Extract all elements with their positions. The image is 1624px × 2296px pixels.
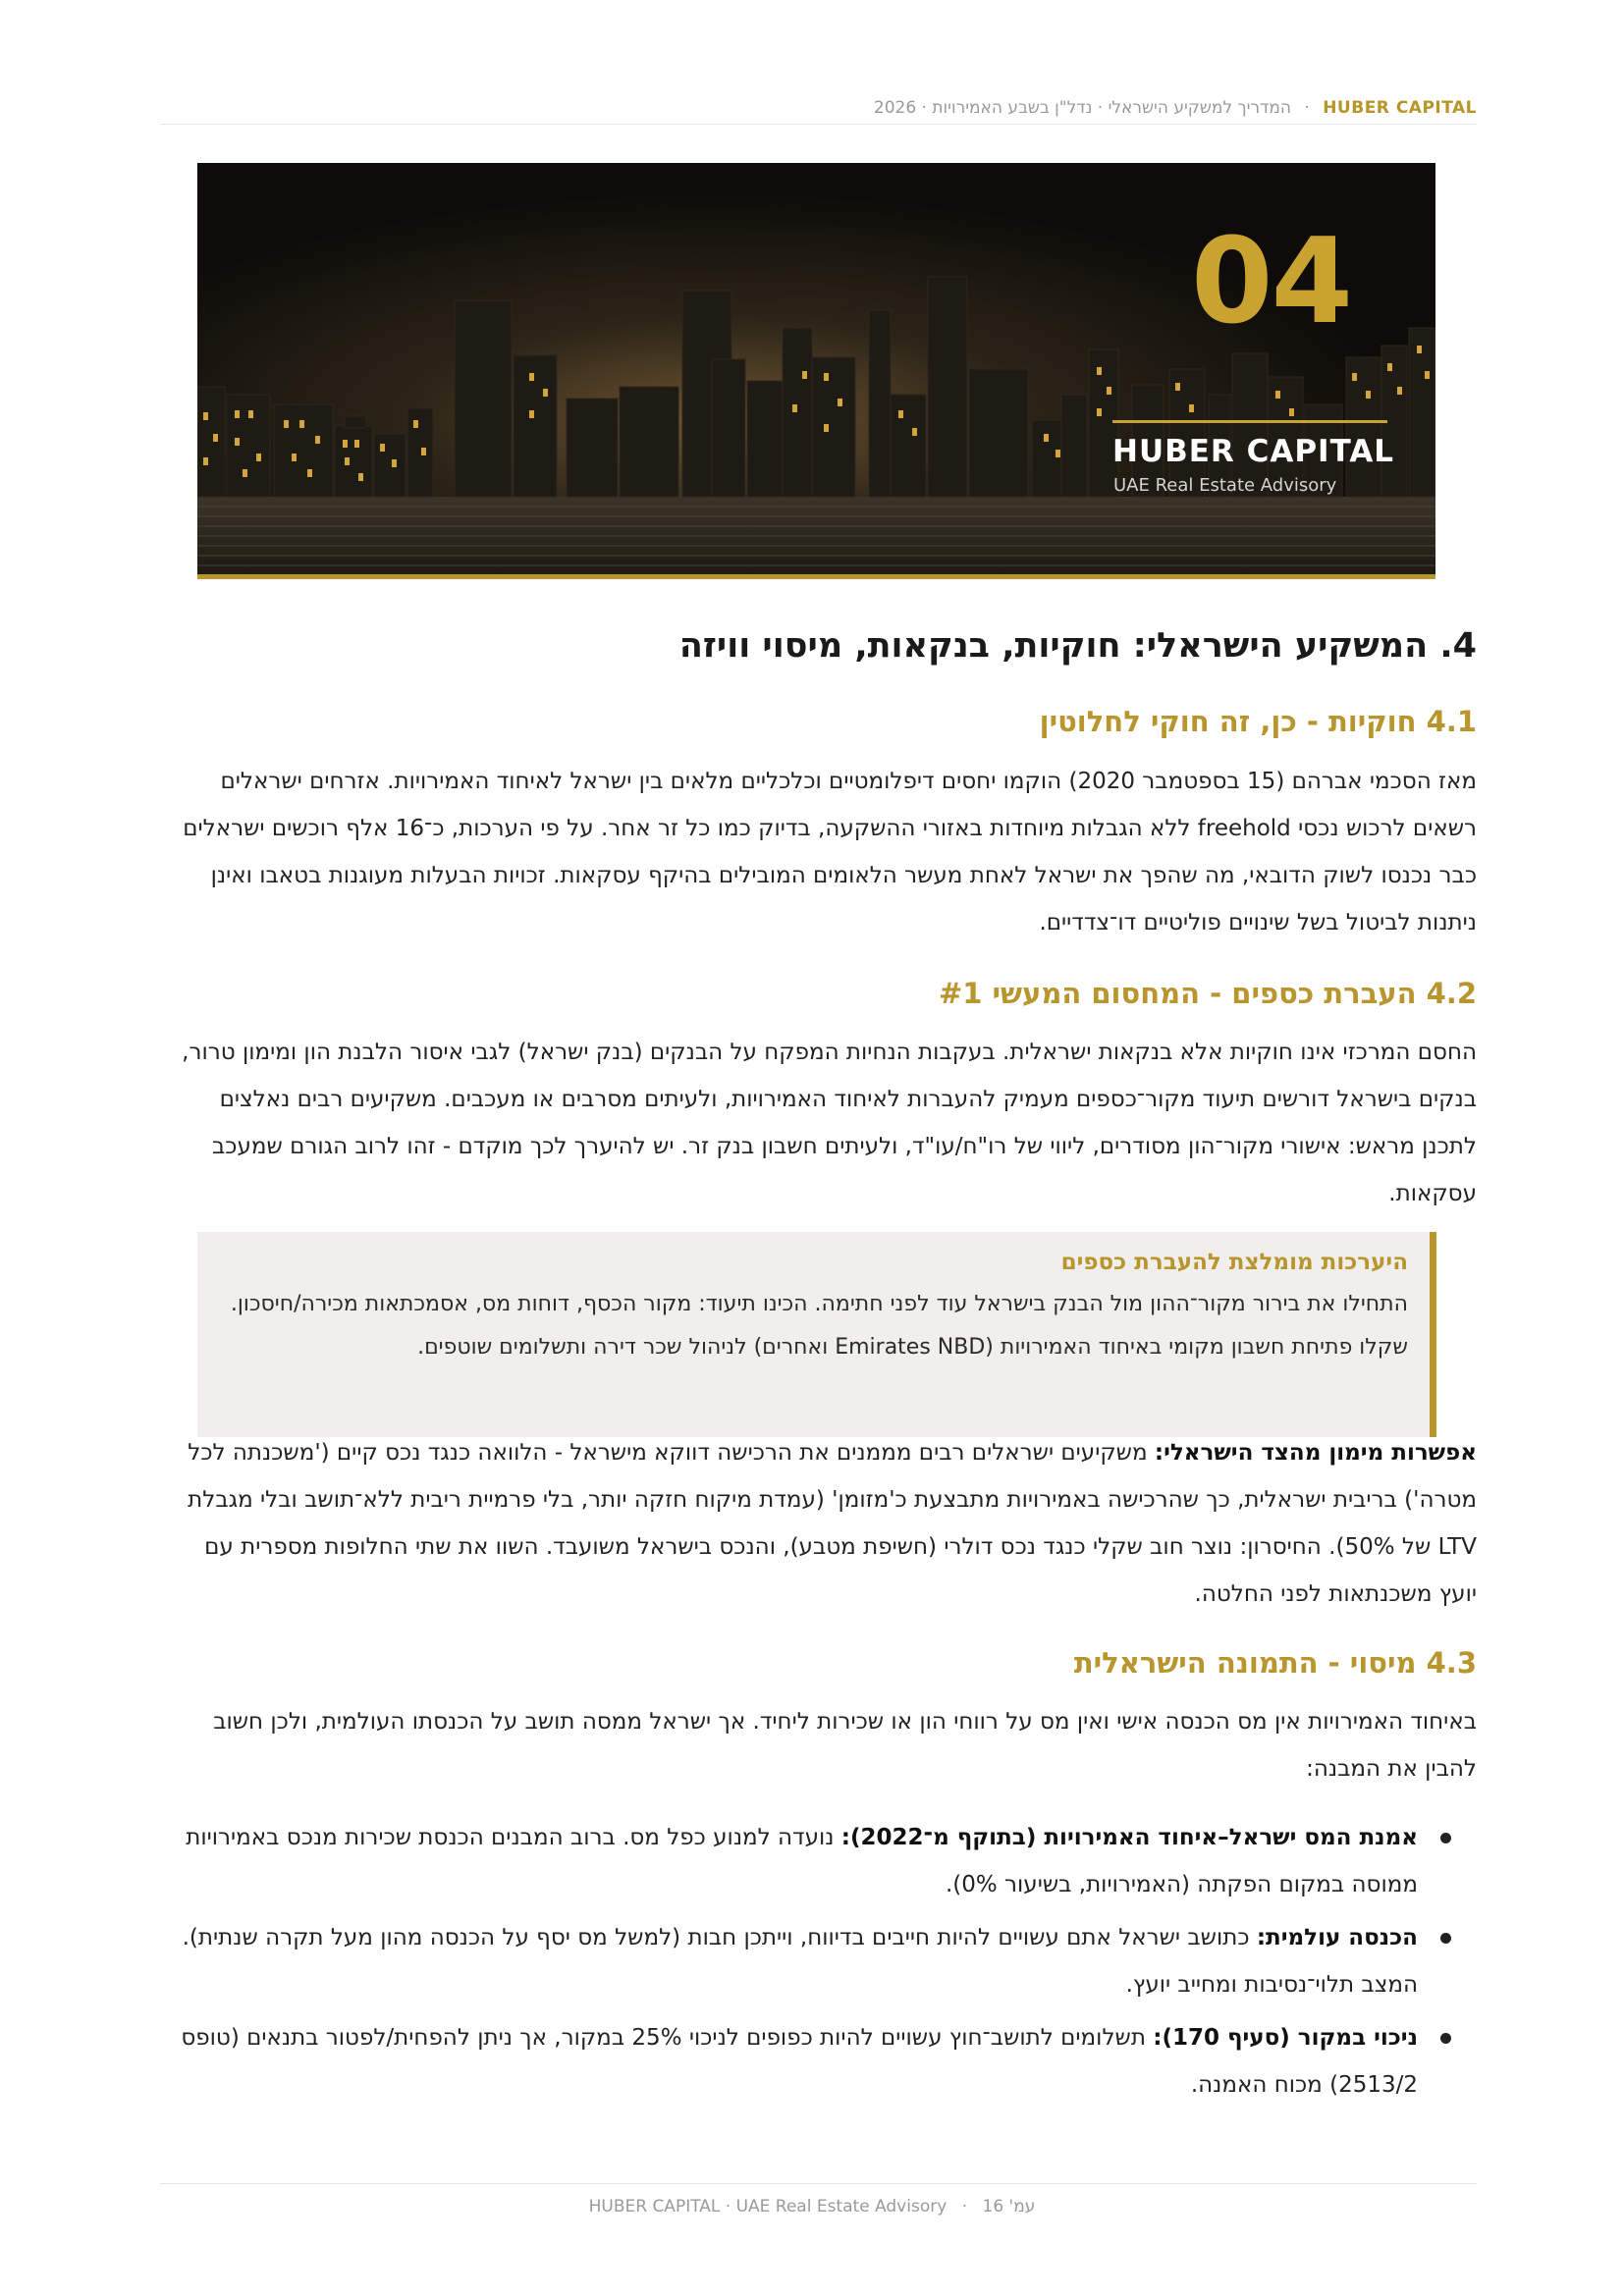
section-heading-4-2: 4.2 העברת כספים - המחסום המעשי #1 xyxy=(938,977,1477,1010)
header-brand: HUBER CAPITAL xyxy=(1323,98,1477,118)
running-header xyxy=(160,98,1477,124)
chapter-number: 04 xyxy=(1191,214,1351,350)
header-divider xyxy=(160,124,1477,125)
footer-divider xyxy=(160,2183,1477,2184)
financing-text: משקיעים ישראלים רבים מממנים את הרכישה דווקא מישראל - הלוואה כנגד נכס קיים ('משכנתה לכל מטרה') בריבית ישראלית, כך שהרכישה באמירויות מתבצעת כ'מזומן' (עמדת מיקוח חזקה יותר, בלי פרמיית ריבית ללא־תושב ובלי מגבלת LTV של 50%). החיסרון: נוצר חוב שקלי כנגד נכס דולרי (חשיפת מטבע), והנכס בישראל משועבד. השוו את שתי החלופות מספרית עם יועץ משכנתאות לפני החלטה. xyxy=(188,1440,1477,1607)
banner-brand-name: HUBER CAPITAL xyxy=(1112,434,1395,469)
bullet-text: תשלומים לתושב־חוץ עשויים להיות כפופים לניכוי 25% במקור, אך ניתן להפחית/לפטור בתנאים (טופס 2513/2) מכוח האמנה. xyxy=(181,2025,1418,2098)
footer-separator: · xyxy=(961,2197,968,2216)
section-paragraph-4-2: החסם המרכזי אינו חוקיות אלא בנקאות ישראלית. בעקבות הנחיות המפקח על הבנקים (בנק ישראל) לגבי איסור הלבנת הון ומימון טרור, בנקים בישראל דורשים תיעוד מקור־כספים מעמיק להעברות לאיחוד האמירויות, ולעיתים מסרבים או מעכבים. משקיעים רבים נאלצים לתכנן מראש: אישורי מקור־הון מסודרים, ליווי של רו"ח/עו"ד, ולעיתים חשבון בנק זר. יש להיערך לכך מוקדם - זהו לרוב הגורם שמעכב עסקאות. xyxy=(182,1040,1477,1206)
callout-title: היערכות מומלצת להעברת כספים xyxy=(1060,1250,1408,1275)
chapter-banner xyxy=(197,163,1435,579)
brand-divider xyxy=(1112,420,1387,423)
list-item xyxy=(165,1914,1477,2008)
bullet-text: כתושב ישראל אתם עשויים להיות חייבים בדיווח, וייתכן חבות (למשל מס יסף על הכנסה מהון מעל תקרה שנתית). המצב תלוי־נסיבות ומחייב יועץ. xyxy=(182,1925,1418,1998)
bullet-text: נועדה למנוע כפל מס. ברוב המבנים הכנסת שכירות מנכס באמירויות ממוסה במקום הפקתה (האמירויות, בשיעור 0%). xyxy=(186,1825,1418,1897)
banner-brand-tagline: UAE Real Estate Advisory xyxy=(1113,475,1337,496)
bullet-label: אמנת המס ישראל–איחוד האמירויות (בתוקף מ־2022): xyxy=(840,1825,1418,1850)
callout-box xyxy=(197,1232,1436,1437)
header-separator: · xyxy=(1304,98,1310,118)
financing-label: אפשרות מימון מהצד הישראלי: xyxy=(1154,1440,1477,1466)
list-item xyxy=(165,1814,1477,1908)
chapter-title: 4. המשקיע הישראלי: חוקיות, בנקאות, מיסוי וויזה xyxy=(678,626,1477,666)
footer-brand: HUBER CAPITAL · UAE Real Estate Advisory xyxy=(588,2197,947,2216)
section-heading-4-1: 4.1 חוקיות - כן, זה חוקי לחלוטין xyxy=(1039,705,1477,738)
bullet-dot-icon xyxy=(1440,2033,1451,2044)
list-item xyxy=(165,2014,1477,2109)
bullet-label: ניכוי במקור (סעיף 170): xyxy=(1153,2025,1418,2051)
section-paragraph-4-3: באיחוד האמירויות אין מס הכנסה אישי ואין מס על רווחי הון או שכירות ליחיד. אך ישראל ממסה תושב על הכנסתו העולמית, ולכן חשוב להבין את המבנה: xyxy=(213,1709,1477,1782)
callout-body: התחילו את בירור מקור־ההון מול הבנק בישראל עוד לפני חתימה. הכינו תיעוד: מקור הכסף, דוחות מס, אסמכתאות מכירה/חיסכון. שקלו פתיחת חשבון מקומי באיחוד האמירויות (Emirates NBD ואחרים) לניהול שכר דירה ותשלומים שוטפים. xyxy=(230,1292,1408,1360)
page-number: עמ' 16 xyxy=(982,2197,1036,2216)
section-paragraph-4-1: מאז הסכמי אברהם (15 בספטמבר 2020) הוקמו יחסים דיפלומטיים וכלכליים מלאים בין ישראל לאיחוד האמירויות. אזרחים ישראלים רשאים לרכוש נכסי freehold ללא הגבלות מיוחדות באזורי ההשקעה, בדיוק כמו כל זר אחר. על פי הערכות, כ־16 אלף רוכשים ישראלים כבר נכנסו לשוק הדובאי, מה שהפך את ישראל לאחת מעשר הלאומים המובילים בהיקף עסקאות. זכויות הבעלות מעוגנות בטאבו ואינן ניתנות לביטול בשל שינויים פוליטיים דו־צדדיים. xyxy=(183,769,1477,935)
bullet-dot-icon xyxy=(1440,1833,1451,1843)
section-heading-4-3: 4.3 מיסוי - התמונה הישראלית xyxy=(1073,1646,1477,1680)
bullet-label: הכנסה עולמית: xyxy=(1256,1925,1418,1950)
tax-bullet-list xyxy=(165,1814,1477,2114)
financing-paragraph xyxy=(165,1429,1477,1618)
header-title: המדריך למשקיע הישראלי · נדל"ן בשבע האמירויות · 2026 xyxy=(873,98,1291,118)
bullet-dot-icon xyxy=(1440,1933,1451,1944)
running-footer xyxy=(0,2197,1624,2216)
